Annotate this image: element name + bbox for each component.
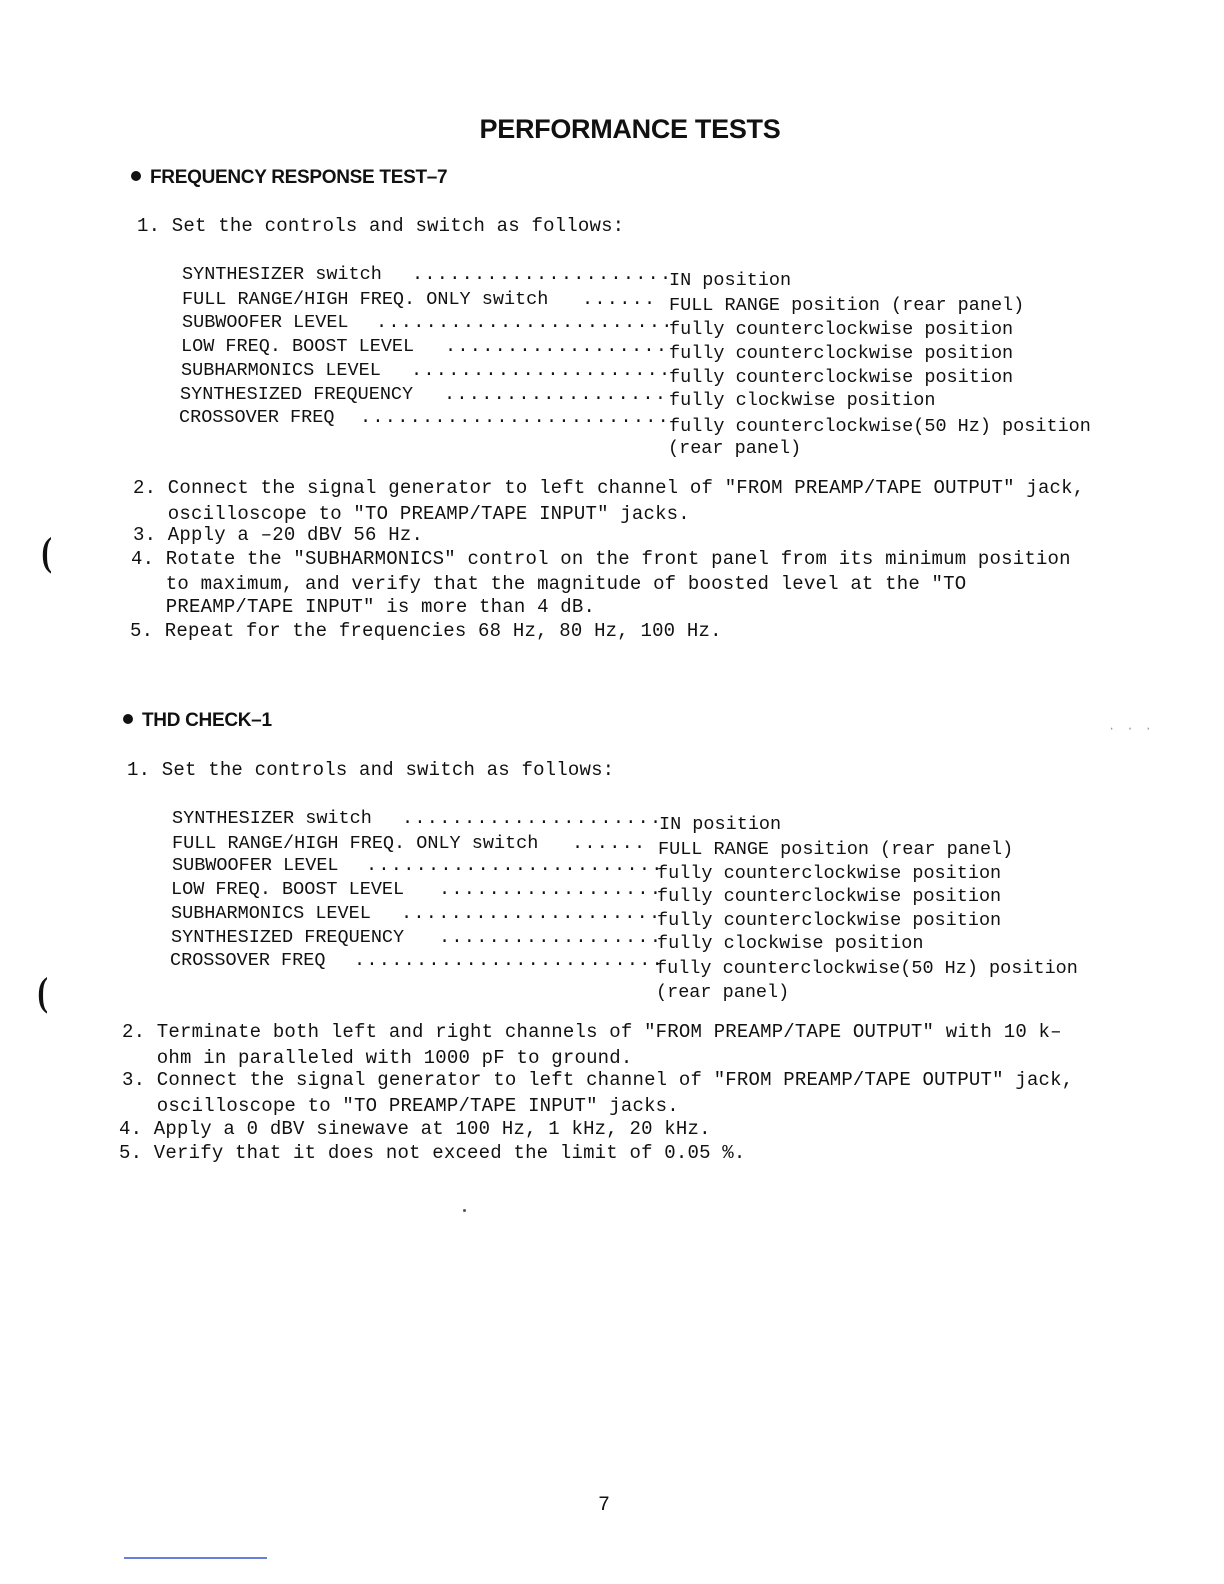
frequency-step-4: 4. Rotate the "SUBHARMONICS" control on the front panel from its minimum position (131, 548, 1071, 570)
bullet-icon (131, 171, 141, 181)
setting-value: fully counterclockwise position (669, 343, 1014, 364)
setting-value: fully counterclockwise(50 Hz) position (656, 958, 1078, 979)
setting-value: fully counterclockwise position (669, 367, 1014, 388)
bullet-icon (123, 714, 133, 724)
setting-value: FULL RANGE position (rear panel) (669, 295, 1025, 316)
setting-leader-dots: ...... (582, 289, 657, 310)
setting-leader-dots: .................. (445, 336, 669, 357)
frequency-step-2: 2. Connect the signal generator to left channel of "FROM PREAMP/TAPE OUTPUT" jack, (133, 477, 1085, 499)
page-number: 7 (598, 1494, 611, 1517)
setting-value: fully clockwise position (657, 933, 924, 954)
thd-step-2: 2. Terminate both left and right channels of "FROM PREAMP/TAPE OUTPUT" with 10 k– (122, 1021, 1062, 1043)
setting-leader-dots: ..................... (412, 264, 673, 285)
setting-leader-dots: ..................... (401, 903, 662, 924)
setting-name: SYNTHESIZER switch (182, 264, 382, 285)
thd-rear-panel-note: (rear panel) (656, 982, 790, 1003)
thd-step-2-cont: ohm in paralleled with 1000 pF to ground. (122, 1047, 633, 1069)
setting-name: LOW FREQ. BOOST LEVEL (181, 336, 415, 357)
frequency-step-2-cont: oscilloscope to "TO PREAMP/TAPE INPUT" jacks. (133, 503, 690, 525)
thd-check-heading-text: THD CHECK–1 (142, 710, 272, 731)
setting-leader-dots: ..................... (411, 360, 672, 381)
setting-name: CROSSOVER FREQ (179, 407, 335, 428)
setting-leader-dots: ...... (572, 833, 647, 854)
setting-name: SUBHARMONICS LEVEL (181, 360, 381, 381)
frequency-test-heading (131, 167, 447, 189)
setting-leader-dots: .................. (439, 927, 663, 948)
frequency-test-heading-text: FREQUENCY RESPONSE TEST–7 (150, 167, 448, 188)
setting-name: SUBWOOFER LEVEL (182, 312, 349, 333)
thd-step-3-cont: oscilloscope to "TO PREAMP/TAPE INPUT" jacks. (122, 1095, 679, 1117)
frequency-step-4-cont: to maximum, and verify that the magnitude of boosted level at the "TO (131, 573, 967, 595)
frequency-step-5: 5. Repeat for the frequencies 68 Hz, 80 Hz, 100 Hz. (130, 620, 722, 642)
frequency-step-3: 3. Apply a –20 dBV 56 Hz. (133, 524, 424, 546)
setting-name: SYNTHESIZER switch (172, 808, 372, 829)
setting-leader-dots: .................. (439, 879, 663, 900)
setting-name: CROSSOVER FREQ (170, 950, 326, 971)
setting-value: fully clockwise position (669, 390, 936, 411)
thd-step-5: 5. Verify that it does not exceed the limit of 0.05 %. (119, 1142, 746, 1164)
frequency-rear-panel-note: (rear panel) (668, 438, 802, 459)
setting-name: SUBHARMONICS LEVEL (171, 903, 371, 924)
bottom-blue-rule (124, 1557, 267, 1559)
setting-leader-dots: .................. (444, 384, 668, 405)
frequency-step-4-cont2: PREAMP/TAPE INPUT" is more than 4 dB. (131, 596, 596, 618)
thd-step-1: 1. Set the controls and switch as follows: (127, 759, 615, 781)
setting-name: FULL RANGE/HIGH FREQ. ONLY switch (182, 289, 549, 310)
thd-step-4: 4. Apply a 0 dBV sinewave at 100 Hz, 1 kHz, 20 kHz. (119, 1118, 711, 1140)
thd-step-3: 3. Connect the signal generator to left channel of "FROM PREAMP/TAPE OUTPUT" jack, (122, 1069, 1074, 1091)
setting-name: SYNTHESIZED FREQUENCY (180, 384, 414, 405)
page-title: PERFORMANCE TESTS (479, 114, 781, 144)
setting-value: FULL RANGE position (rear panel) (658, 839, 1014, 860)
setting-name: LOW FREQ. BOOST LEVEL (171, 879, 405, 900)
setting-value: fully counterclockwise position (657, 886, 1002, 907)
setting-leader-dots: ......................... (354, 950, 665, 971)
setting-value: fully counterclockwise position (657, 863, 1002, 884)
setting-leader-dots: ........................ (366, 855, 664, 876)
binding-hole-mark: ( (37, 969, 48, 1014)
frequency-step-1: 1. Set the controls and switch as follows: (137, 215, 625, 237)
setting-name: SUBWOOFER LEVEL (172, 855, 339, 876)
scan-edge-dots: · · · (1108, 722, 1155, 736)
scan-speck (463, 1209, 466, 1212)
setting-leader-dots: ..................... (402, 808, 663, 829)
setting-value: fully counterclockwise position (657, 910, 1002, 931)
setting-value: IN position (659, 814, 782, 835)
setting-name: FULL RANGE/HIGH FREQ. ONLY switch (172, 833, 539, 854)
setting-value: fully counterclockwise position (669, 319, 1014, 340)
setting-name: SYNTHESIZED FREQUENCY (171, 927, 405, 948)
thd-check-heading (123, 710, 272, 732)
setting-leader-dots: ......................... (360, 407, 671, 428)
binding-hole-mark: ( (41, 529, 52, 574)
setting-value: IN position (669, 270, 792, 291)
setting-leader-dots: ........................ (376, 312, 674, 333)
setting-value: fully counterclockwise(50 Hz) position (669, 416, 1091, 437)
